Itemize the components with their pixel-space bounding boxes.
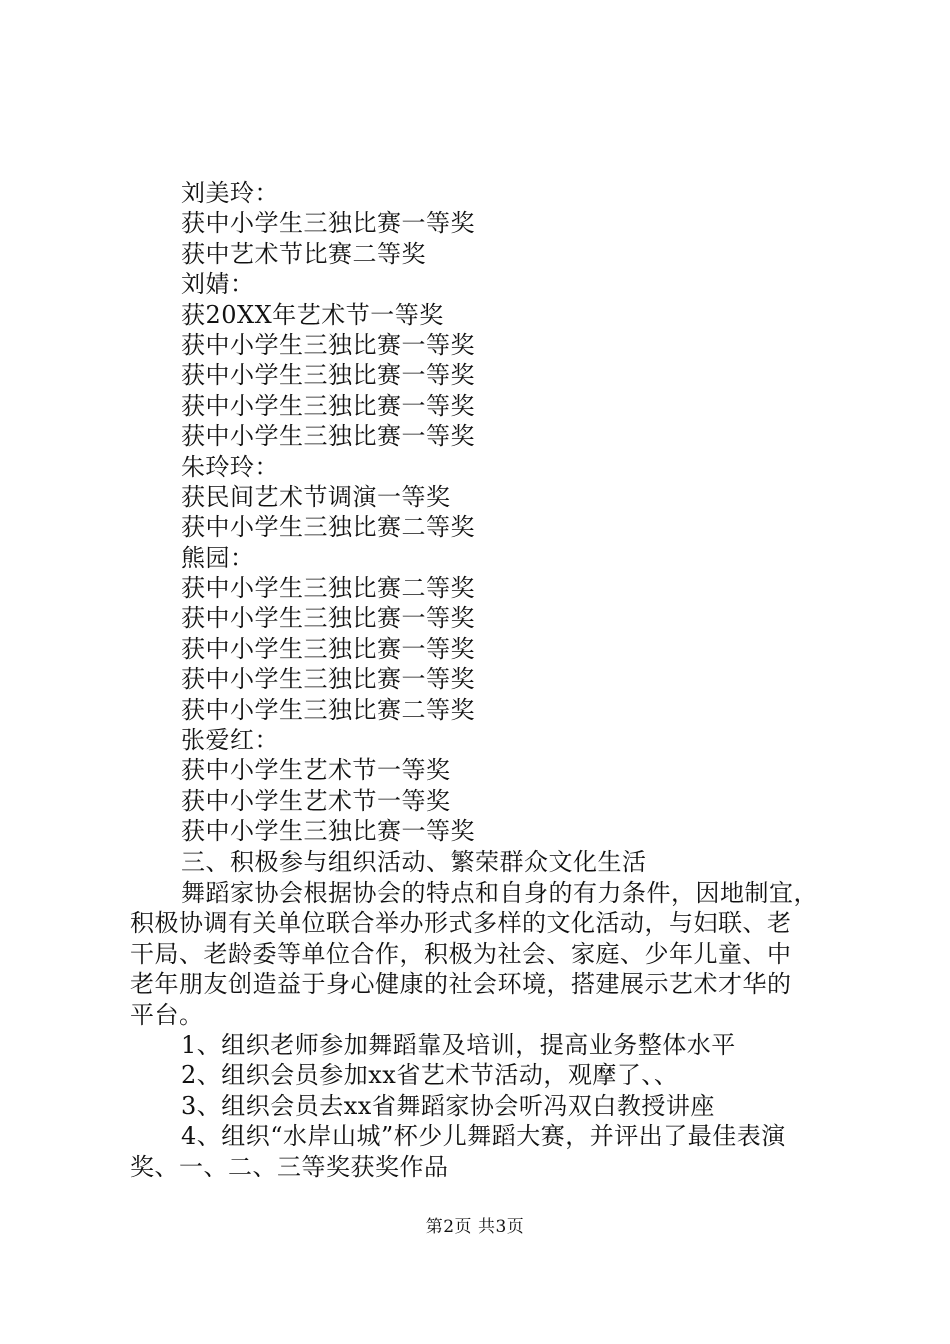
text-line: 刘婧： [181, 270, 255, 299]
text-line: 获中小学生艺术节一等奖 [181, 786, 451, 815]
text-line: 获中小学生三独比赛一等奖 [181, 665, 475, 694]
text-line: 获中小学生艺术节一等奖 [181, 756, 451, 785]
text-line: 获民间艺术节调演一等奖 [181, 482, 451, 511]
list-item: 2、组织会员参加xx省艺术节活动，观摩了、、 [181, 1061, 679, 1090]
text-line: 获中小学生三独比赛一等奖 [181, 604, 475, 633]
list-item: 3、组织会员去xx省舞蹈家协会听冯双白教授讲座 [181, 1091, 715, 1120]
paragraph-line: 舞蹈家协会根据协会的特点和自身的有力条件，因地制宜， [181, 879, 818, 907]
text-line: 获20XX年艺术节一等奖 [181, 300, 444, 329]
text-line: 刘美玲： [181, 179, 279, 207]
text-line: 朱玲玲： [181, 452, 279, 481]
list-item: 4、组织“水岸山城”杯少儿舞蹈大赛，并评出了最佳表演 [181, 1122, 786, 1151]
text-line: 张爱红： [181, 726, 279, 755]
text-line: 获中小学生三独比赛一等奖 [181, 817, 475, 846]
paragraph-line: 积极协调有关单位联合举办形式多样的文化活动，与妇联、老 [130, 909, 792, 938]
text-line: 获中小学生三独比赛一等奖 [181, 361, 475, 390]
text-line: 获中小学生三独比赛一等奖 [181, 634, 475, 663]
list-item: 1、组织老师参加舞蹈靠及培训，提高业务整体水平 [181, 1030, 736, 1059]
paragraph-line: 干局、老龄委等单位合作，积极为社会、家庭、少年儿童、中 [130, 939, 792, 968]
section-heading: 三、积极参与组织活动、繁荣群众文化生活 [181, 847, 647, 876]
text-line: 熊园： [181, 543, 255, 572]
text-line: 获中小学生三独比赛二等奖 [181, 695, 475, 724]
text-line: 获中小学生三独比赛二等奖 [181, 574, 475, 603]
text-line: 获中小学生三独比赛一等奖 [181, 330, 475, 359]
text-line: 获中小学生三独比赛一等奖 [181, 391, 475, 420]
page-footer: 第2页 共3页 [425, 1217, 525, 1237]
text-line: 获中小学生三独比赛一等奖 [181, 209, 475, 238]
paragraph-line: 平台。 [130, 1000, 204, 1029]
text-line: 获中艺术节比赛二等奖 [181, 239, 426, 268]
award-list [0, 178, 950, 877]
paragraph-line: 老年朋友创造益于身心健康的社会环境，搭建展示艺术才华的 [130, 970, 792, 999]
text-line: 获中小学生三独比赛一等奖 [181, 422, 475, 451]
list-item-continuation: 奖、一、二、三等奖获奖作品 [130, 1152, 449, 1181]
text-line: 获中小学生三独比赛二等奖 [181, 513, 475, 542]
body-paragraph [0, 878, 950, 1182]
